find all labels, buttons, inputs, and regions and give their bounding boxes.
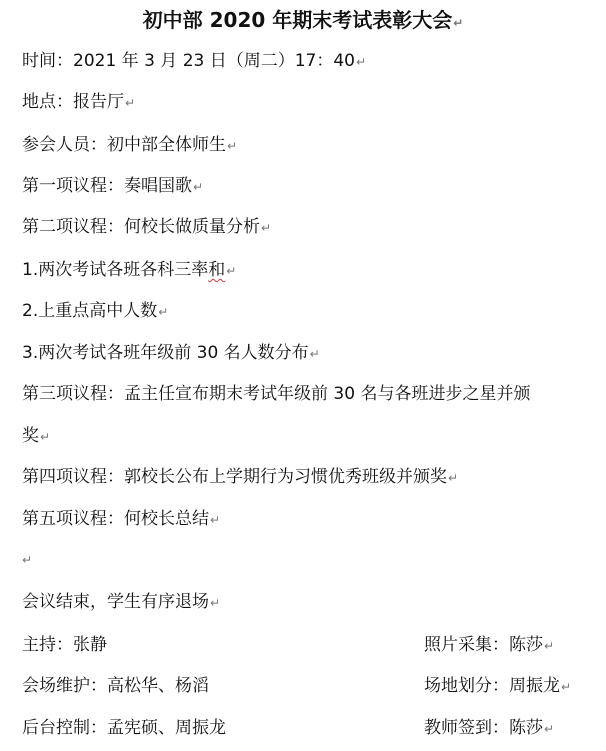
staff-area <box>424 674 571 699</box>
staff-photo <box>424 633 554 658</box>
line-text: 第四项议程：郭校长公布上学期行为习惯优秀班级并颁奖 <box>22 467 447 487</box>
meeting-time <box>22 49 366 74</box>
spellcheck-flagged-text: 和 <box>208 260 226 280</box>
paragraph-mark: ↵ <box>210 596 221 610</box>
line-text: 时间：2021 年 3 月 23 日（周二）17：40 <box>22 51 355 71</box>
line-text: 会议结束，学生有序退场 <box>22 592 209 612</box>
agenda-item-3 <box>22 382 530 406</box>
sub-item-1 <box>22 258 236 283</box>
meeting-end <box>22 590 220 615</box>
line-text: 第二项议程：何校长做质量分析 <box>22 217 260 237</box>
paragraph-mark: ↵ <box>448 471 459 485</box>
line-text: 主持：张静 <box>22 635 107 655</box>
empty-paragraph <box>22 553 32 567</box>
paragraph-mark: ↵ <box>158 305 169 319</box>
line-text: 参会人员：初中部全体师生 <box>22 135 226 155</box>
line-text: 场地划分：周振龙 <box>424 676 560 696</box>
staff-backstage <box>22 716 226 740</box>
document-title <box>0 6 606 37</box>
line-text: 2.上重点高中人数 <box>22 301 158 321</box>
sub-item-2 <box>22 299 168 324</box>
paragraph-mark: ↵ <box>226 264 237 278</box>
paragraph-mark: ↵ <box>210 513 221 527</box>
line-text: 地点：报告厅 <box>22 92 124 112</box>
line-text: 第五项议程：何校长总结 <box>22 509 209 529</box>
paragraph-mark: ↵ <box>544 722 555 736</box>
paragraph-mark: ↵ <box>356 55 367 69</box>
line-text: 会场维护：高松华、杨滔 <box>22 676 209 696</box>
line-text: 第一项议程：奏唱国歌 <box>22 176 192 196</box>
paragraph-mark: ↵ <box>40 430 51 444</box>
staff-host <box>22 633 107 657</box>
paragraph-mark: ↵ <box>561 680 572 694</box>
paragraph-mark: ↵ <box>453 16 464 30</box>
paragraph-mark: ↵ <box>309 347 320 361</box>
line-text: 教师签到：陈莎 <box>424 718 543 738</box>
line-text: 后台控制：孟宪硕、周振龙 <box>22 718 226 738</box>
agenda-item-5 <box>22 507 220 532</box>
title-text: 初中部 2020 年期末考试表彰大会 <box>142 8 453 32</box>
line-text: 1.两次考试各班各科三率 <box>22 260 209 280</box>
paragraph-mark: ↵ <box>193 180 204 194</box>
staff-signin <box>424 716 554 741</box>
paragraph-mark: ↵ <box>261 221 272 235</box>
agenda-item-3-continued <box>22 424 50 449</box>
meeting-location <box>22 90 135 115</box>
agenda-item-4 <box>22 465 458 490</box>
agenda-item-2 <box>22 215 271 240</box>
meeting-attendees <box>22 133 237 158</box>
line-text: 奖 <box>22 426 39 446</box>
paragraph-mark: ↵ <box>22 553 33 567</box>
paragraph-mark: ↵ <box>227 139 238 153</box>
sub-item-3 <box>22 341 320 366</box>
paragraph-mark: ↵ <box>544 639 555 653</box>
agenda-item-1 <box>22 174 203 199</box>
line-text: 3.两次考试各班年级前 30 名人数分布 <box>22 343 309 363</box>
paragraph-mark: ↵ <box>125 96 136 110</box>
staff-venue <box>22 674 209 698</box>
line-text: 第三项议程：孟主任宣布期末考试年级前 30 名与各班进步之星并颁 <box>22 384 531 404</box>
line-text: 照片采集：陈莎 <box>424 635 543 655</box>
